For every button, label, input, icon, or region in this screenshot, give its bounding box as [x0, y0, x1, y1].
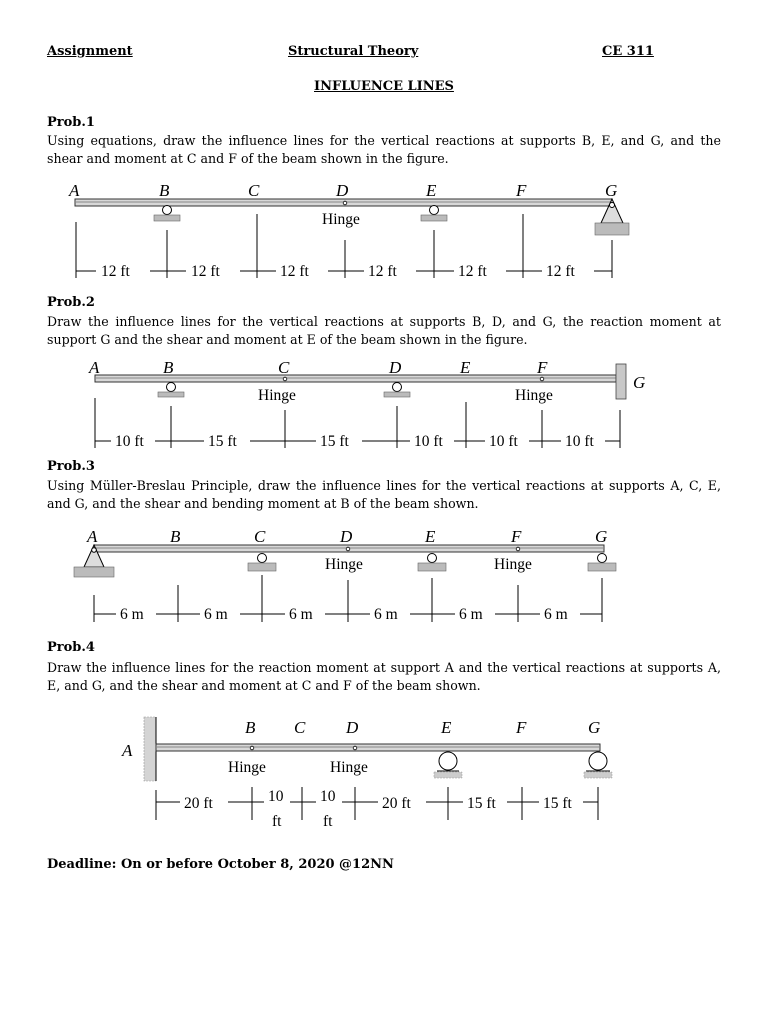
- prob3-label-f: F: [511, 527, 522, 546]
- prob1-span-3: 12 ft: [280, 263, 309, 280]
- prob1-label-g: G: [605, 181, 618, 200]
- prob3-label-c: C: [254, 527, 266, 546]
- prob4-label-g: G: [588, 718, 601, 737]
- prob2-label-g: G: [633, 373, 646, 392]
- prob2-label-f: F: [537, 358, 548, 377]
- prob3-label-b: B: [170, 527, 181, 546]
- prob4-span-2-unit: ft: [272, 813, 282, 830]
- prob4-label-d: D: [346, 718, 359, 737]
- prob1-span-1: 12 ft: [101, 263, 130, 280]
- hinge-b: [250, 746, 254, 750]
- prob4-span-6: 15 ft: [543, 795, 572, 812]
- prob1-label-a: A: [69, 181, 80, 200]
- prob1-hinge-label: Hinge: [322, 211, 360, 228]
- prob4-span-4: 20 ft: [382, 795, 411, 812]
- prob4-span-5: 15 ft: [467, 795, 496, 812]
- document-title: INFLUENCE LINES: [314, 79, 454, 94]
- prob3-span-3: 6 m: [289, 606, 313, 623]
- prob4-text: Draw the influence lines for the reaction moment at support A and the vertical reactions at supports A, E, and G, and the shear and moment at C and F of the beam shown.: [47, 660, 721, 693]
- header-center: Structural Theory: [288, 44, 419, 59]
- prob4-label-a: A: [122, 741, 133, 760]
- prob4-span-2-num: 10: [268, 788, 284, 805]
- prob4-span-3-num: 10: [320, 788, 336, 805]
- prob3-label-g: G: [595, 527, 608, 546]
- prob3-heading: Prob.3: [47, 459, 95, 474]
- prob1-text: Using equations, draw the influence lines for the vertical reactions at supports B, E, and G, and the shear and moment at C and F of the beam shown in the figure.: [47, 133, 721, 166]
- prob2-span-4: 10 ft: [414, 433, 443, 450]
- prob1-span-5: 12 ft: [458, 263, 487, 280]
- header-right: CE 311: [602, 44, 654, 59]
- prob3-span-6: 6 m: [544, 606, 568, 623]
- prob3-span-4: 6 m: [374, 606, 398, 623]
- prob1-span-4: 12 ft: [368, 263, 397, 280]
- prob4-hinge-label-2: Hinge: [330, 759, 368, 776]
- prob1-label-b: B: [159, 181, 170, 200]
- header-left: Assignment: [47, 44, 133, 59]
- prob4-span-1: 20 ft: [184, 795, 213, 812]
- prob3-span-5: 6 m: [459, 606, 483, 623]
- fixed-support-a: [144, 717, 156, 781]
- prob2-span-6: 10 ft: [565, 433, 594, 450]
- prob2-span-1: 10 ft: [115, 433, 144, 450]
- prob1-label-f: F: [516, 181, 527, 200]
- roller-support-e: [434, 752, 462, 778]
- prob1-heading: Prob.1: [47, 115, 95, 130]
- prob2-label-c: C: [278, 358, 290, 377]
- prob3-label-a: A: [87, 527, 98, 546]
- roller-support-g: [584, 752, 612, 778]
- prob1-label-c: C: [248, 181, 260, 200]
- prob3-label-d: D: [340, 527, 353, 546]
- prob3-hinge-label-2: Hinge: [494, 556, 532, 573]
- prob3-span-2: 6 m: [204, 606, 228, 623]
- prob1-span-6: 12 ft: [546, 263, 575, 280]
- prob2-hinge-label-1: Hinge: [258, 387, 296, 404]
- prob4-label-f: F: [516, 718, 527, 737]
- prob1-span-2: 12 ft: [191, 263, 220, 280]
- prob3-label-e: E: [425, 527, 436, 546]
- prob3-hinge-label-1: Hinge: [325, 556, 363, 573]
- prob2-label-b: B: [163, 358, 174, 377]
- hinge-d: [353, 746, 357, 750]
- prob4-hinge-label-1: Hinge: [228, 759, 266, 776]
- prob2-label-d: D: [389, 358, 402, 377]
- prob2-span-2: 15 ft: [208, 433, 237, 450]
- prob4-label-c: C: [294, 718, 306, 737]
- prob2-hinge-label-2: Hinge: [515, 387, 553, 404]
- prob2-span-5: 10 ft: [489, 433, 518, 450]
- prob3-text: Using Müller-Breslau Principle, draw the influence lines for the vertical reactions at supports A, C, E, and G, and the shear and bending moment at B of the beam shown.: [47, 478, 721, 511]
- prob1-label-e: E: [426, 181, 437, 200]
- prob2-heading: Prob.2: [47, 295, 95, 310]
- prob2-span-3: 15 ft: [320, 433, 349, 450]
- deadline: Deadline: On or before October 8, 2020 @12NN: [47, 857, 394, 872]
- prob2-label-e: E: [460, 358, 471, 377]
- prob2-text: Draw the influence lines for the vertical reactions at supports B, D, and G, the reaction moment at support G and the shear and moment at E of the beam shown in the figure.: [47, 314, 721, 347]
- prob4-heading: Prob.4: [47, 640, 95, 655]
- prob3-span-1: 6 m: [120, 606, 144, 623]
- prob1-label-d: D: [336, 181, 349, 200]
- prob4-label-e: E: [441, 718, 452, 737]
- prob4-span-3-unit: ft: [323, 813, 333, 830]
- prob4-label-b: B: [245, 718, 256, 737]
- prob2-label-a: A: [89, 358, 100, 377]
